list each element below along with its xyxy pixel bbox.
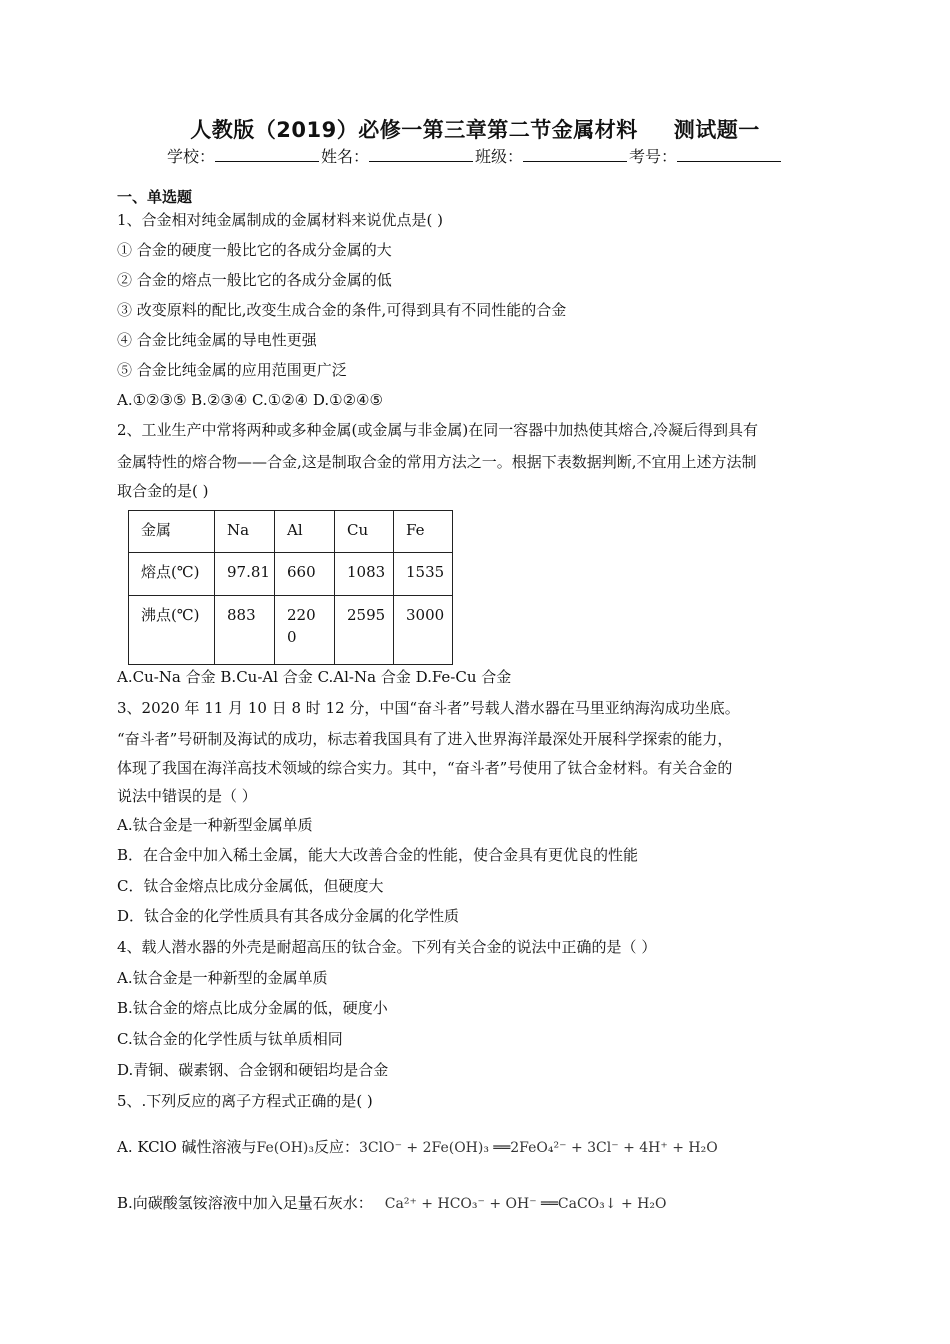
- q5-option-a-mid: 反应：: [313, 1138, 359, 1156]
- q2-options: A.Cu-Na 合金 B.Cu-Al 合金 C.Al-Na 合金 D.Fe-Cu 合金: [117, 668, 512, 686]
- table-cell: 1083: [335, 553, 394, 596]
- q5-option-a-text: A. KClO 碱性溶液与: [117, 1138, 257, 1156]
- q3-option: C．钛合金熔点比成分金属低，但硬度大: [117, 877, 384, 895]
- q5-stem: 5、.下列反应的离子方程式正确的是( ): [117, 1092, 373, 1110]
- q2-stem-line: 金属特性的熔合物——合金,这是制取合金的常用方法之一。根据下表数据判断,不宜用上述方法制: [117, 453, 757, 471]
- table-cell-text: 220: [287, 606, 316, 624]
- table-cell: 97.81: [215, 553, 275, 596]
- q1-item: ③ 改变原料的配比,改变生成合金的条件,可得到具有不同性能的合金: [117, 301, 567, 319]
- table-cell: 883: [215, 596, 275, 665]
- title-main: 人教版（2019）必修一第三章第二节金属材料: [190, 118, 638, 142]
- name-label: 姓名：: [320, 147, 369, 166]
- class-blank[interactable]: [523, 147, 627, 162]
- q4-option: B.钛合金的熔点比成分金属的低，硬度小: [117, 999, 388, 1017]
- q3-stem-line: 3、2020 年 11 月 10 日 8 时 12 分，中国“奋斗者”号载人潜水器在马里亚纳海沟成功坐底。: [117, 699, 740, 717]
- table-cell: 1535: [394, 553, 453, 596]
- q3-option: A.钛合金是一种新型金属单质: [117, 816, 313, 834]
- table-cell: 熔点(℃): [129, 553, 215, 596]
- q3-stem-line: “奋斗者”号研制及海试的成功，标志着我国具有了进入世界海洋最深处开展科学探索的能力，: [117, 730, 733, 748]
- table-header-cell: Cu: [335, 511, 394, 553]
- school-blank[interactable]: [215, 147, 319, 162]
- q3-stem-line: 体现了我国在海洋高技术领域的综合实力。其中，“奋斗者”号使用了钛合金材料。有关合金的: [117, 759, 733, 777]
- q1-stem: 1、合金相对纯金属制成的金属材料来说优点是( ): [117, 211, 444, 229]
- table-header-cell: Al: [275, 511, 335, 553]
- q3-option: D．钛合金的化学性质具有其各成分金属的化学性质: [117, 907, 460, 925]
- q1-item: ④ 合金比纯金属的导电性更强: [117, 331, 317, 349]
- q1-item: ① 合金的硬度一般比它的各成分金属的大: [117, 241, 392, 259]
- q5-option-b: [117, 1193, 666, 1214]
- q5-option-a: [117, 1137, 718, 1158]
- table-cell: [275, 596, 335, 665]
- school-label: 学校：: [166, 147, 215, 166]
- q3-option: B．在合金中加入稀土金属，能大大改善合金的性能，使合金具有更优良的性能: [117, 846, 639, 864]
- q1-options: A.①②③⑤ B.②③④ C.①②④ D.①②④⑤: [117, 391, 383, 409]
- title-suffix: 测试题一: [673, 118, 760, 142]
- q4-option: C.钛合金的化学性质与钛单质相同: [117, 1030, 343, 1048]
- class-label: 班级：: [475, 147, 524, 166]
- table-cell: 2595: [335, 596, 394, 665]
- table-header-row: [129, 511, 453, 553]
- q2-stem-line: 取合金的是( ): [117, 482, 209, 500]
- q4-option: A.钛合金是一种新型的金属单质: [117, 969, 328, 987]
- exam-no-blank[interactable]: [677, 147, 781, 162]
- q5-option-b-text: B.向碳酸氢铵溶液中加入足量石灰水：: [117, 1194, 373, 1212]
- table-cell: 660: [275, 553, 335, 596]
- q4-stem: 4、载人潜水器的外壳是耐超高压的钛合金。下列有关合金的说法中正确的是（ ）: [117, 938, 657, 956]
- table-row: [129, 596, 453, 665]
- table-row: [129, 553, 453, 596]
- q1-item: ⑤ 合金比纯金属的应用范围更广泛: [117, 361, 347, 379]
- exam-no-label: 考号：: [629, 147, 678, 166]
- table-header-cell: Fe: [394, 511, 453, 553]
- q5-option-a-equation: 3ClO⁻ + 2Fe(OH)₃ ══2FeO₄²⁻ + 3Cl⁻ + 4H⁺ + H₂O: [359, 1140, 718, 1156]
- table-cell: 3000: [394, 596, 453, 665]
- q5-option-a-reagent: Fe(OH)₃: [256, 1140, 314, 1156]
- table-header-cell: 金属: [129, 511, 215, 553]
- q3-stem-line: 说法中错误的是（ ）: [117, 787, 257, 805]
- q4-option: D.青铜、碳素钢、合金钢和硬铝均是合金: [117, 1061, 389, 1079]
- q5-option-b-equation: Ca²⁺ + HCO₃⁻ + OH⁻ ══CaCO₃↓ + H₂O: [384, 1196, 667, 1212]
- table-cell: 沸点(℃): [129, 596, 215, 665]
- name-blank[interactable]: [369, 147, 473, 162]
- student-info-row: [0, 144, 950, 167]
- q1-item: ② 合金的熔点一般比它的各成分金属的低: [117, 271, 392, 289]
- q2-stem-line: 2、工业生产中常将两种或多种金属(或金属与非金属)在同一容器中加热使其熔合,冷凝后得到具有: [117, 421, 759, 439]
- table-cell-wrap: 0: [287, 628, 297, 646]
- table-header-cell: Na: [215, 511, 275, 553]
- page-title: [0, 114, 950, 144]
- metal-data-table: [128, 510, 453, 665]
- section-heading: 一、单选题: [117, 188, 193, 206]
